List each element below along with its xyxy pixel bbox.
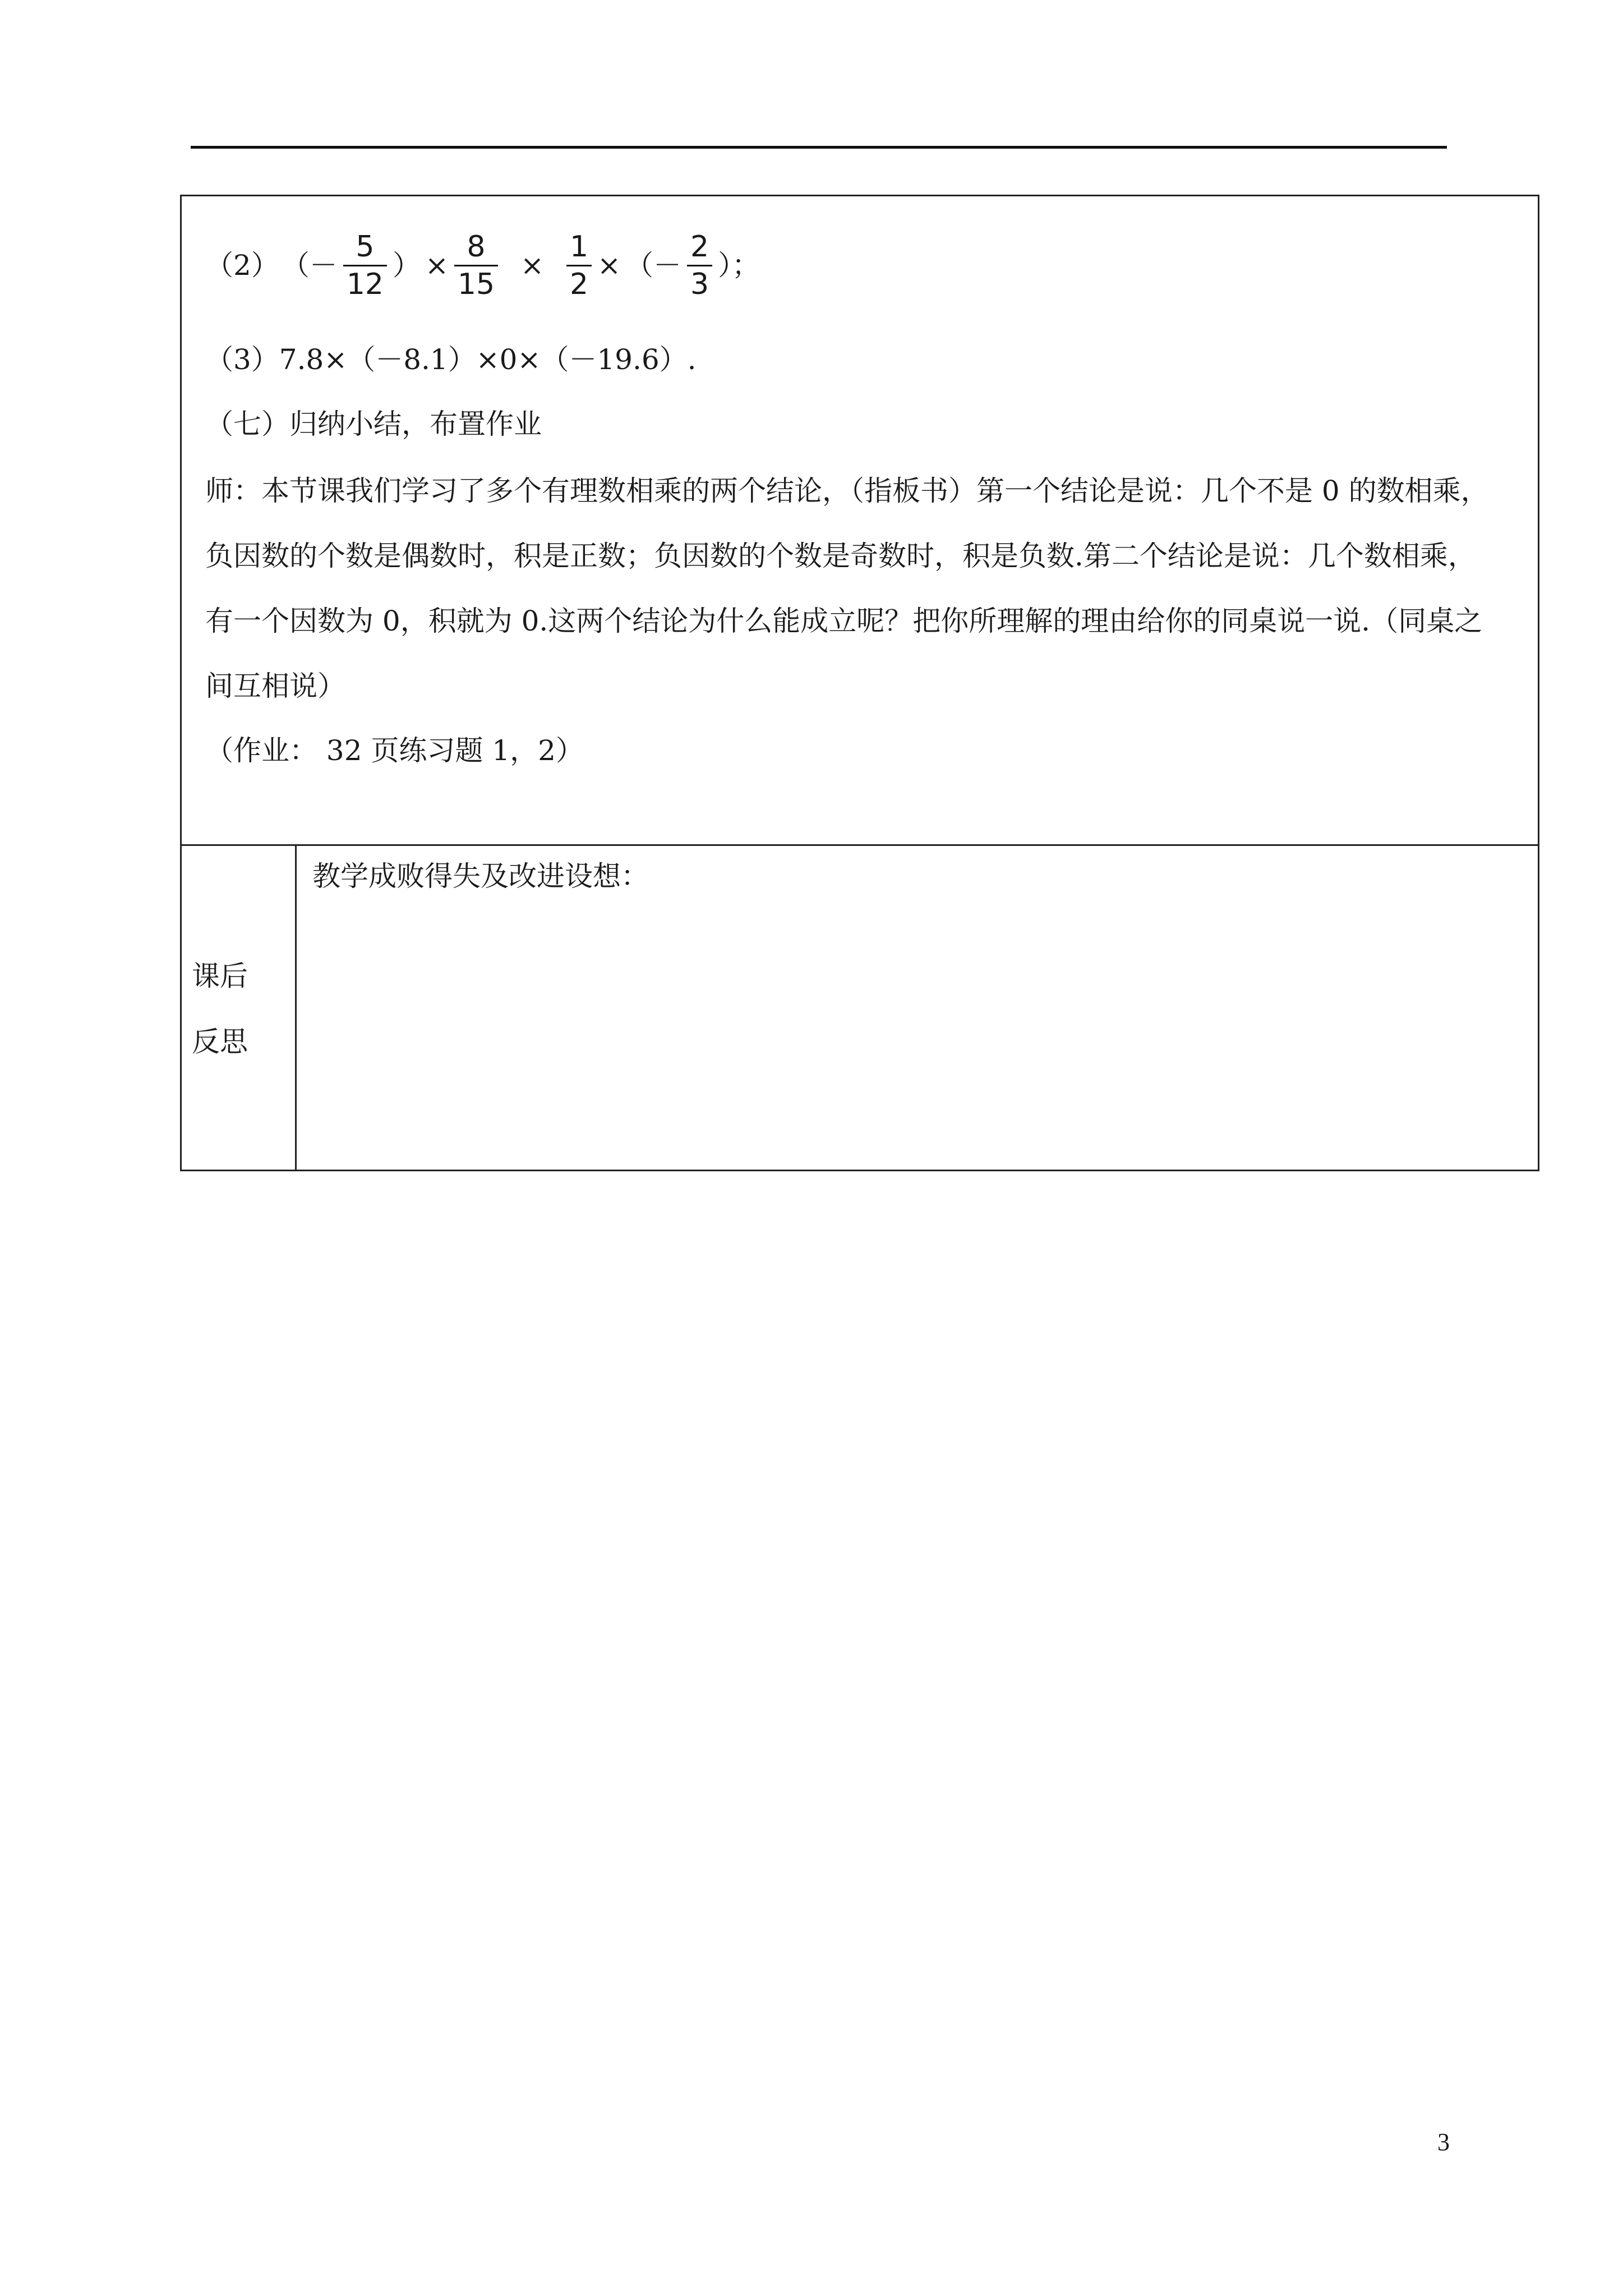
summary-line-4: 间互相说）: [205, 670, 345, 702]
homework-note: （作业： 32 页练习题 1，2）: [205, 734, 584, 767]
paren-close-2: ）；: [718, 249, 760, 282]
fraction-numerator: 2: [690, 229, 709, 264]
paren-open-2: （－: [625, 249, 681, 282]
exercise-3: （3）7.8×（－8.1）×0×（－19.6）.: [205, 343, 697, 376]
fraction-2-3: [687, 229, 712, 302]
exercise-2-expression: [205, 223, 762, 307]
summary-line-1: 师：本节课我们学习了多个有理数相乘的两个结论，（指板书）第一个结论是说：几个不是 0 的数相乘，: [205, 475, 1489, 507]
table-row-divider: [182, 844, 1538, 846]
fraction-denominator: 3: [687, 265, 712, 302]
paren-close-1: ）: [392, 249, 421, 282]
fraction-denominator: 2: [566, 265, 592, 302]
fraction-1-2: [566, 229, 592, 302]
fraction-numerator: 5: [356, 229, 375, 264]
reflection-label-line-2: 反思: [192, 1025, 248, 1058]
fraction-numerator: 8: [467, 229, 486, 264]
exercise-2-label: （2）: [205, 249, 279, 282]
times-sign: ×: [425, 249, 449, 282]
times-sign: ×: [520, 249, 544, 282]
lesson-table: [180, 195, 1539, 1171]
fraction-5-12: [343, 229, 387, 302]
reflection-label-line-1: 课后: [192, 960, 248, 992]
fraction-denominator: 12: [343, 265, 387, 302]
summary-line-3: 有一个因数为 0，积就为 0.这两个结论为什么能成立呢？把你所理解的理由给你的同桌说一说.（同桌之: [205, 605, 1483, 637]
fraction-numerator: 1: [569, 229, 589, 264]
table-column-divider: [295, 844, 297, 1170]
fraction-8-15: [454, 229, 498, 302]
paren-open-1: （－: [281, 249, 338, 282]
header-rule: [191, 146, 1447, 149]
reflection-heading: 教学成败得失及改进设想：: [312, 860, 649, 892]
summary-line-2: 负因数的个数是偶数时，积是正数；负因数的个数是奇数时，积是负数.第二个结论是说：几个数相乘，: [205, 540, 1476, 572]
fraction-denominator: 15: [454, 265, 498, 302]
section-seven-title: （七）归纳小结，布置作业: [205, 408, 542, 440]
times-sign: ×: [597, 249, 621, 282]
page-number: 3: [1437, 2128, 1450, 2156]
